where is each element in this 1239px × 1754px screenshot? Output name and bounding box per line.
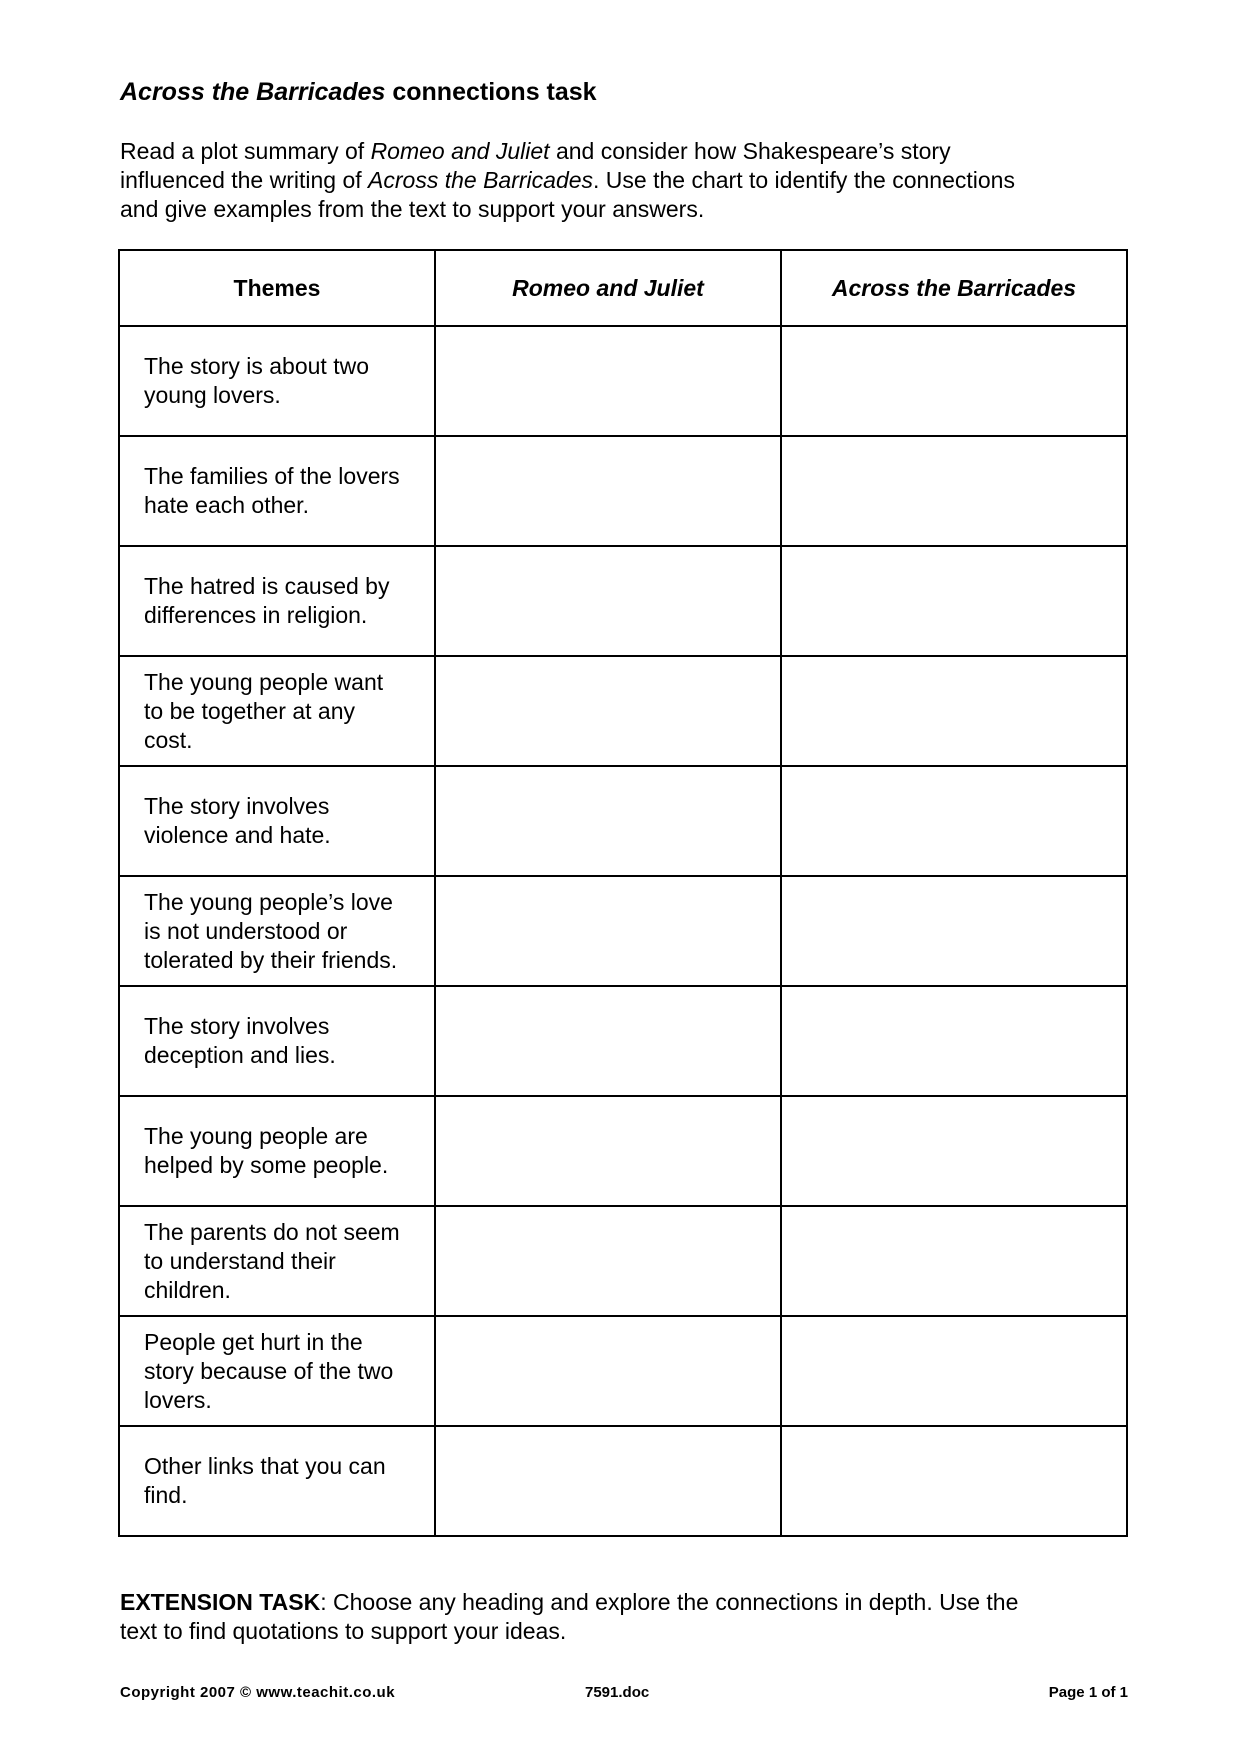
theme-cell [119, 1316, 435, 1426]
intro-text: and consider how Shakespeare’s story [549, 138, 951, 164]
connections-table [118, 249, 1128, 1537]
theme-line: The families of the lovers [144, 463, 400, 489]
extension-text: : Choose any heading and explore the connections in depth. Use the [320, 1589, 1019, 1615]
footer-copyright: Copyright 2007 © www.teachit.co.uk [120, 1684, 396, 1701]
title-rest: connections task [385, 78, 597, 106]
across-the-barricades-answer-cell[interactable] [781, 1426, 1127, 1536]
theme-cell [119, 546, 435, 656]
table-header-row [119, 250, 1127, 326]
romeo-and-juliet-answer-cell[interactable] [435, 1316, 781, 1426]
theme-line: violence and hate. [144, 822, 331, 848]
across-the-barricades-answer-cell[interactable] [781, 876, 1127, 986]
theme-line: find. [144, 1482, 188, 1508]
intro-line-2 [120, 166, 1130, 195]
theme-line: The young people are [144, 1123, 368, 1149]
theme-line: lovers. [144, 1386, 212, 1413]
intro-paragraph [120, 137, 1130, 224]
table-row [119, 1096, 1127, 1206]
across-the-barricades-answer-cell[interactable] [781, 1096, 1127, 1206]
romeo-and-juliet-answer-cell[interactable] [435, 876, 781, 986]
extension-label: EXTENSION TASK [120, 1589, 321, 1615]
table-row [119, 986, 1127, 1096]
theme-line: hate each other. [144, 492, 309, 518]
theme-line: The story involves [144, 1013, 330, 1039]
intro-line-1 [120, 137, 1130, 166]
footer-doc-id: 7591.doc [585, 1684, 650, 1701]
theme-line: young lovers. [144, 382, 281, 408]
table-body [119, 326, 1127, 1536]
intro-ital: Romeo and Juliet [370, 138, 550, 164]
theme-line: tolerated by their friends. [144, 946, 398, 973]
table-row [119, 656, 1127, 766]
theme-cell [119, 326, 435, 436]
intro-text: . Use the chart to identify the connections [593, 167, 1015, 193]
across-the-barricades-answer-cell[interactable] [781, 656, 1127, 766]
theme-cell [119, 986, 435, 1096]
table-row [119, 766, 1127, 876]
romeo-and-juliet-answer-cell[interactable] [435, 656, 781, 766]
theme-line: cost. [144, 726, 193, 753]
theme-line: differences in religion. [144, 602, 368, 628]
theme-cell [119, 1426, 435, 1536]
theme-line: The hatred is caused by [144, 573, 390, 599]
romeo-and-juliet-answer-cell[interactable] [435, 986, 781, 1096]
intro-text: Read a plot summary of [120, 138, 371, 164]
theme-line: helped by some people. [144, 1152, 389, 1178]
theme-cell [119, 1206, 435, 1316]
across-the-barricades-answer-cell[interactable] [781, 986, 1127, 1096]
header-romeo-and-juliet: Romeo and Juliet [435, 250, 781, 326]
theme-cell [119, 766, 435, 876]
theme-line: story because of the two [144, 1357, 394, 1384]
title-italic: Across the Barricades [120, 78, 386, 106]
romeo-and-juliet-answer-cell[interactable] [435, 326, 781, 436]
theme-line: People get hurt in the [144, 1328, 363, 1355]
across-the-barricades-answer-cell[interactable] [781, 326, 1127, 436]
table-row [119, 876, 1127, 986]
table-row [119, 1426, 1127, 1536]
theme-line: to understand their [144, 1247, 336, 1274]
intro-line-3: and give examples from the text to support your answers. [120, 196, 705, 222]
theme-line: The story involves [144, 793, 330, 819]
theme-line: The young people’s love [144, 888, 393, 915]
theme-cell [119, 1096, 435, 1206]
theme-cell [119, 876, 435, 986]
across-the-barricades-answer-cell[interactable] [781, 546, 1127, 656]
table-row [119, 326, 1127, 436]
extension-line-2: text to find quotations to support your ideas. [120, 1618, 567, 1644]
theme-line: The parents do not seem [144, 1218, 400, 1245]
romeo-and-juliet-answer-cell[interactable] [435, 1096, 781, 1206]
theme-line: deception and lies. [144, 1042, 336, 1068]
romeo-and-juliet-answer-cell[interactable] [435, 546, 781, 656]
table-row [119, 436, 1127, 546]
table-row [119, 1206, 1127, 1316]
romeo-and-juliet-answer-cell[interactable] [435, 1426, 781, 1536]
extension-task [120, 1588, 1130, 1646]
across-the-barricades-answer-cell[interactable] [781, 766, 1127, 876]
romeo-and-juliet-answer-cell[interactable] [435, 1206, 781, 1316]
table-row [119, 546, 1127, 656]
table-row [119, 1316, 1127, 1426]
theme-line: to be together at any [144, 697, 355, 724]
across-the-barricades-answer-cell[interactable] [781, 436, 1127, 546]
extension-line-1 [120, 1588, 1130, 1617]
across-the-barricades-answer-cell[interactable] [781, 1206, 1127, 1316]
footer-page-number: Page 1 of 1 [1048, 1684, 1128, 1701]
theme-cell [119, 656, 435, 766]
intro-text: influenced the writing of [120, 167, 369, 193]
theme-line: The story is about two [144, 353, 369, 379]
intro-ital: Across the Barricades [368, 167, 594, 193]
theme-line: The young people want [144, 668, 384, 695]
romeo-and-juliet-answer-cell[interactable] [435, 436, 781, 546]
theme-line: children. [144, 1276, 231, 1303]
theme-cell [119, 436, 435, 546]
across-the-barricades-answer-cell[interactable] [781, 1316, 1127, 1426]
header-themes: Themes [119, 250, 435, 326]
page-title [120, 78, 597, 107]
romeo-and-juliet-answer-cell[interactable] [435, 766, 781, 876]
theme-line: is not understood or [144, 917, 348, 944]
theme-line: Other links that you can [144, 1453, 386, 1479]
header-across-the-barricades: Across the Barricades [781, 250, 1127, 326]
